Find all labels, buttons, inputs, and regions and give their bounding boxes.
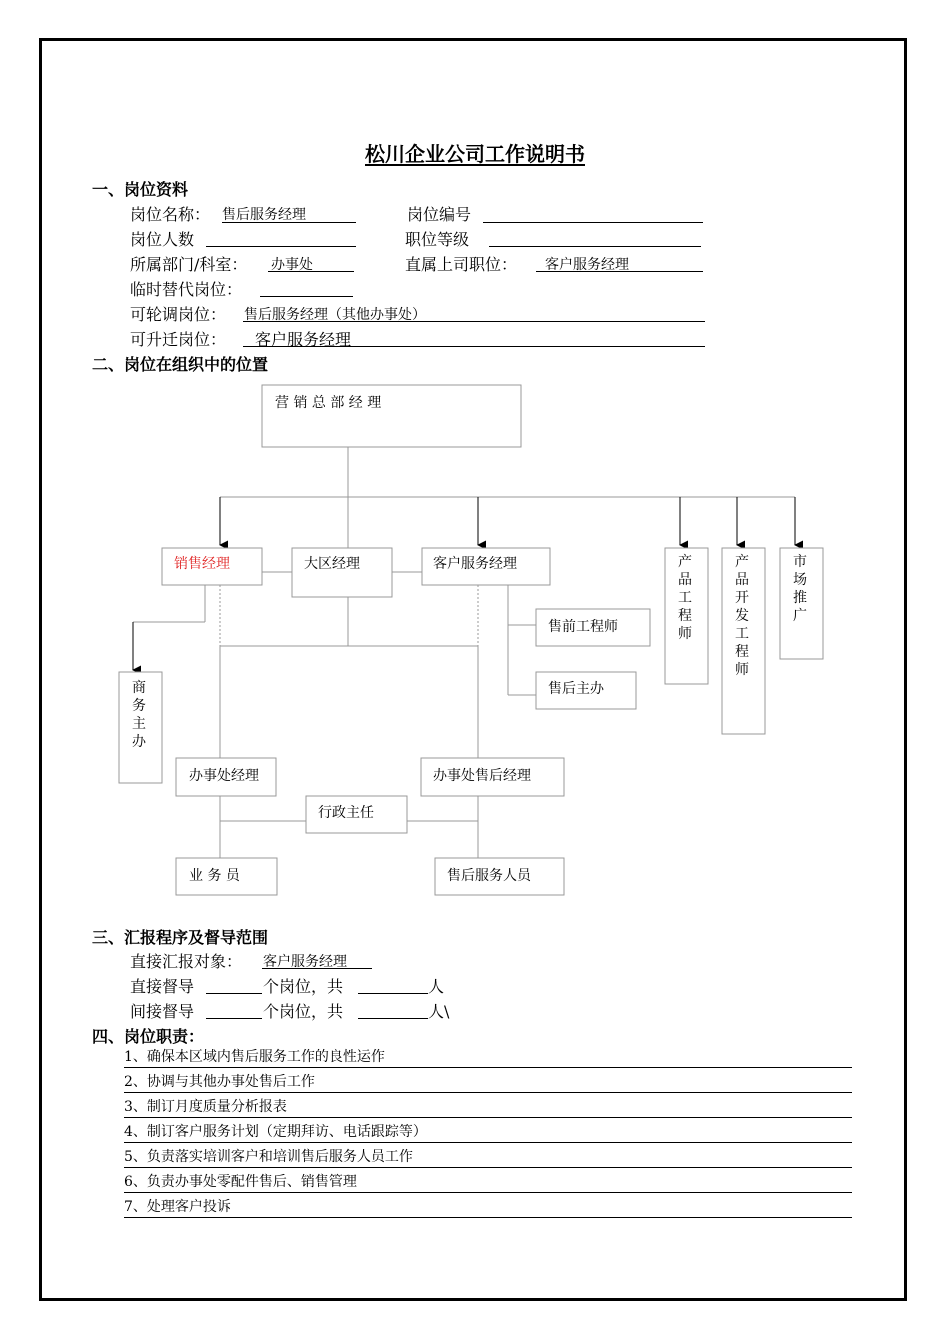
org-admin-label: 行政主任	[318, 805, 374, 821]
duty-item: 6、负责办事处零配件售后、销售管理	[124, 1172, 852, 1193]
direct-people-field[interactable]	[358, 993, 428, 994]
headcount-label: 岗位人数	[130, 230, 195, 249]
duty-item: 2、协调与其他办事处售后工作	[124, 1072, 852, 1093]
direct-count-field[interactable]	[206, 993, 262, 994]
org-product-dev-label: 产品开发工程师	[735, 554, 749, 678]
section1-heading: 一、岗位资料	[92, 180, 189, 199]
indirect-count-field[interactable]	[206, 1018, 262, 1019]
post-no-label: 岗位编号	[407, 205, 472, 224]
duty-item: 7、处理客户投诉	[124, 1197, 852, 1218]
direct-unit: 人	[428, 977, 445, 996]
org-business-sup-label: 商务主办	[132, 680, 146, 750]
page-title: 松川企业公司工作说明书	[365, 142, 585, 166]
promote-value: 客户服务经理	[255, 330, 352, 349]
org-marketing-label: 市场推广	[793, 554, 807, 624]
indirect-label: 间接督导	[130, 1002, 195, 1021]
org-cs-manager-label: 客户服务经理	[433, 556, 517, 572]
direct-label: 直接督导	[130, 977, 195, 996]
dept-value: 办事处	[271, 257, 313, 273]
grade-label: 职位等级	[405, 230, 470, 249]
post-name-value: 售后服务经理	[222, 207, 306, 223]
direct-mid: 个岗位，共	[263, 977, 344, 996]
org-product-engineer-label: 产品工程师	[678, 554, 692, 642]
indirect-people-field[interactable]	[358, 1018, 428, 1019]
report-value: 客户服务经理	[263, 954, 347, 970]
section4-heading: 四、岗位职责：	[92, 1027, 205, 1046]
superior-label: 直属上司职位：	[405, 255, 518, 274]
org-office-manager-label: 办事处经理	[189, 768, 259, 784]
promote-label: 可升迁岗位：	[130, 330, 227, 349]
rotate-value: 售后服务经理（其他办事处）	[244, 307, 426, 323]
temp-label: 临时替代岗位：	[130, 280, 243, 299]
duty-item: 4、制订客户服务计划（定期拜访、电话跟踪等）	[124, 1122, 852, 1143]
dept-label: 所属部门/科室：	[130, 255, 248, 274]
post-name-label: 岗位名称：	[130, 205, 211, 224]
org-salesman-label: 业 务 员	[189, 868, 240, 884]
duty-item: 3、制订月度质量分析报表	[124, 1097, 852, 1118]
indirect-mid: 个岗位，共	[263, 1002, 344, 1021]
superior-value: 客户服务经理	[545, 257, 629, 273]
org-office-aftersales-label: 办事处售后经理	[433, 768, 531, 784]
report-label: 直接汇报对象：	[130, 952, 243, 971]
section3-heading: 三、汇报程序及督导范围	[92, 928, 269, 947]
duty-item: 1、确保本区域内售后服务工作的良性运作	[124, 1047, 852, 1068]
rotate-label: 可轮调岗位：	[130, 305, 227, 324]
org-aftersales-sup-label: 售后主办	[548, 681, 604, 697]
indirect-unit: 人\	[428, 1002, 450, 1021]
section2-heading: 二、岗位在组织中的位置	[92, 355, 269, 374]
org-sales-manager-label: 销售经理	[174, 556, 230, 572]
duty-item: 5、负责落实培训客户和培训售后服务人员工作	[124, 1147, 852, 1168]
org-aftersales-staff-label: 售后服务人员	[447, 868, 531, 884]
org-presales-label: 售前工程师	[548, 619, 618, 635]
report-underline	[262, 968, 372, 969]
org-region-manager-label: 大区经理	[304, 556, 360, 572]
org-top-label: 营 销 总 部 经 理	[275, 395, 382, 411]
